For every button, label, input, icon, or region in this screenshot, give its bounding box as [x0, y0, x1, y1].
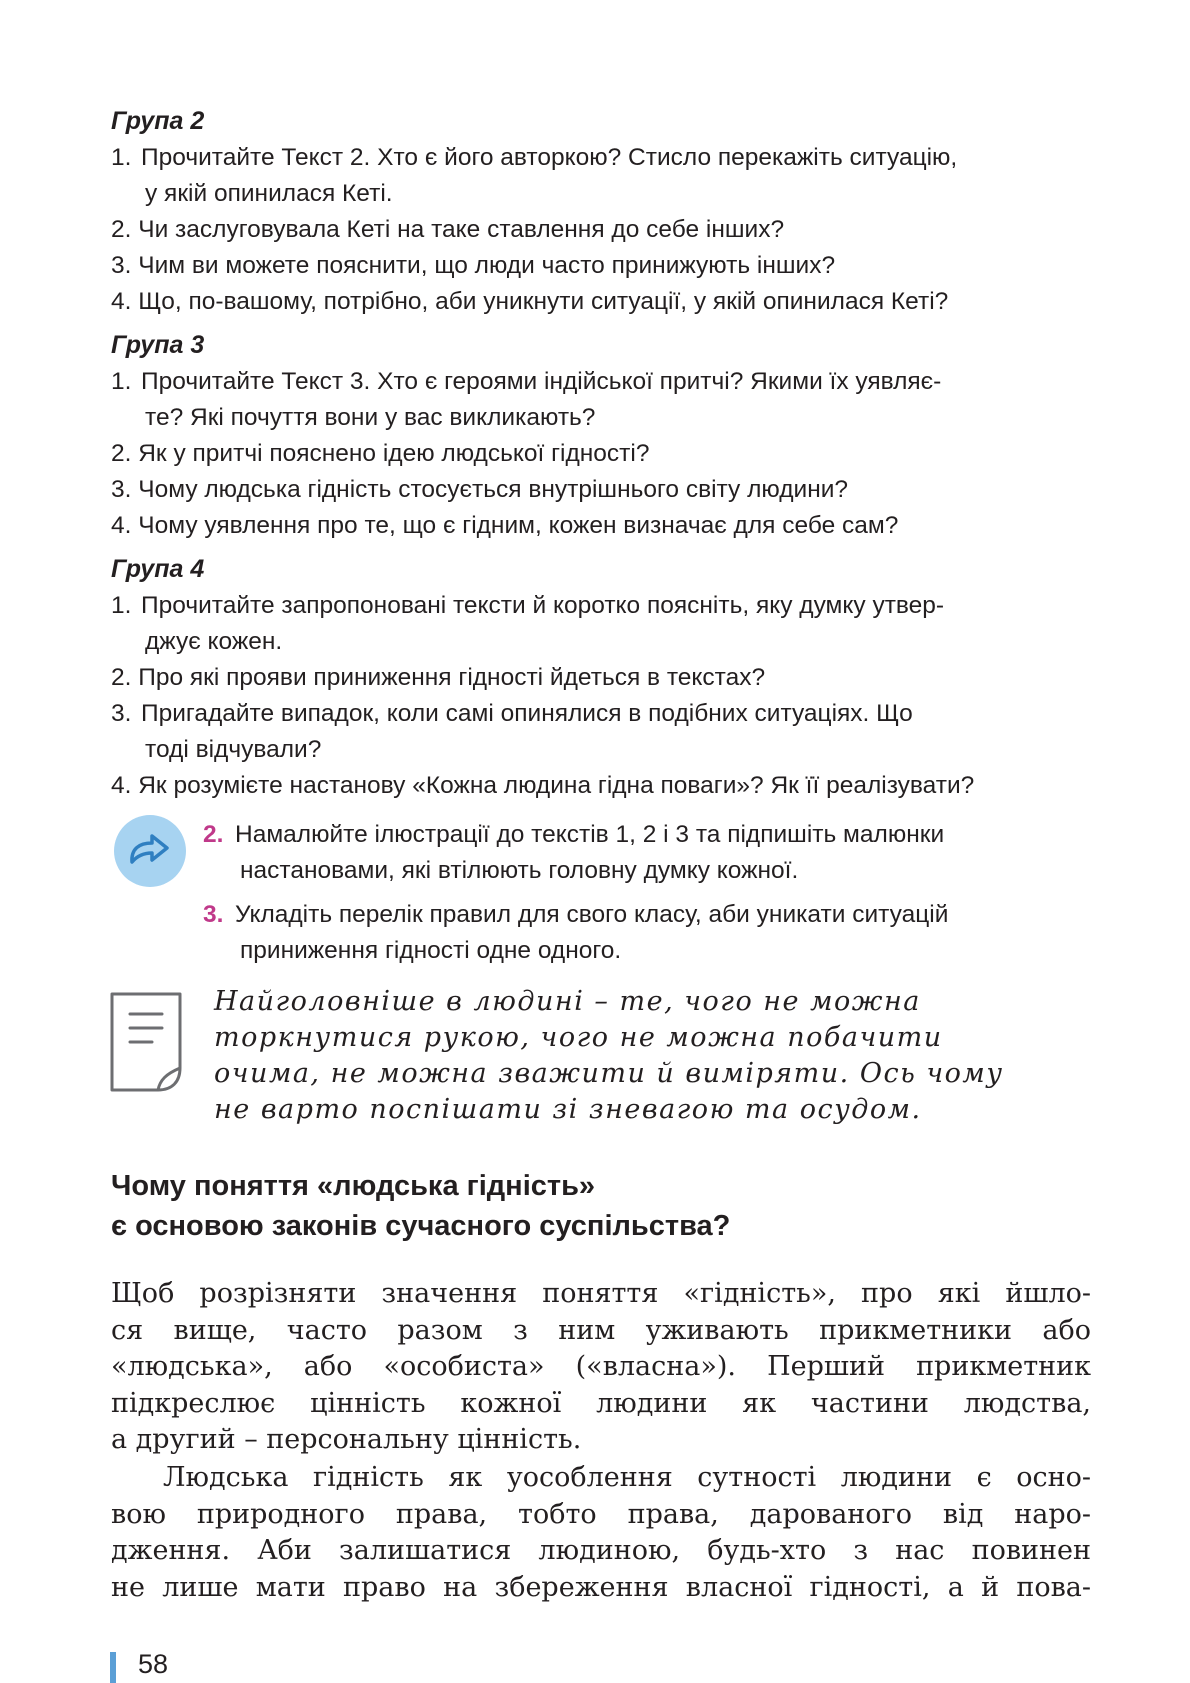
body-paragraph-1 [111, 1276, 1091, 1459]
question-text: Прочитайте Текст 2. Хто є його авторкою? Стисло перекажіть ситуацію, [141, 144, 958, 171]
quote-line-3: очима, не можна зважити й виміряти. Ось чому [214, 1058, 1004, 1089]
task-number: 2. [203, 821, 224, 848]
task-text: Намалюйте ілюстрації до текстів 1, 2 і 3 та підпишіть малюнки [235, 821, 945, 848]
group-4-question-2: 2. Про які прояви приниження гідності йдеться в текстах? [111, 664, 766, 691]
task-text-cont: приниження гідності одне одного. [240, 937, 622, 964]
paragraph-line: Людська гідність як уособлення сутності людини є осно- [163, 1462, 1091, 1493]
quote-line-4: не варто поспішати зі зневагою та осудом. [214, 1094, 922, 1125]
section-heading-line-1: Чому поняття «людська гідність» [111, 1170, 596, 1202]
group-2-title: Група 2 [111, 107, 205, 135]
group-4-question-4: 4. Як розумієте настанову «Кожна людина гідна поваги»? Як її реалізувати? [111, 772, 975, 799]
paragraph-line: «людська», або «особиста» («власна»). Перший прикметник [111, 1351, 1091, 1382]
task-2 [203, 817, 1101, 889]
quote-line-2: торкнутися рукою, чого не можна побачити [214, 1022, 943, 1053]
question-number: 1. [111, 144, 132, 171]
group-3-question-2: 2. Як у притчі пояснено ідею людської гідності? [111, 440, 650, 467]
paragraph-line: вою природного права, тобто права, дарованого від наро- [111, 1498, 1091, 1530]
share-arrow-icon [114, 815, 186, 887]
page-number-bar [110, 1652, 116, 1683]
group-2-question-2: 2. Чи заслуговувала Кеті на таке ставлення до себе інших? [111, 216, 785, 243]
paragraph-line: а другий – персональну цінність. [111, 1424, 582, 1455]
paragraph-line: не лише мати право на збереження власної гідності, а й пова- [111, 1571, 1091, 1603]
question-text-cont: тоді відчували? [145, 736, 322, 763]
group-3-question-3: 3. Чому людська гідність стосується внутрішнього світу людини? [111, 476, 849, 503]
group-2-question-3: 3. Чим ви можете пояснити, що люди часто принижують інших? [111, 252, 836, 279]
group-4-question-1 [111, 588, 1101, 660]
question-text: Пригадайте випадок, коли самі опинялися в подібних ситуаціях. Що [141, 700, 913, 727]
section-heading-line-2: є основою законів сучасного суспільства? [111, 1210, 731, 1242]
group-3-question-4: 4. Чому уявлення про те, що є гідним, кожен визначає для себе сам? [111, 512, 899, 539]
note-page-icon [108, 990, 188, 1094]
paragraph-line: дження. Аби залишатися людиною, будь-хто з нас повинен [111, 1535, 1091, 1566]
task-text-cont: настановами, які втілюють головну думку кожної. [240, 857, 799, 884]
task-text: Укладіть перелік правил для свого класу, аби уникати ситуацій [235, 901, 949, 928]
paragraph-line: Щоб розрізняти значення поняття «гідність», про які йшло- [111, 1278, 1091, 1309]
page-number: 58 [138, 1649, 169, 1679]
group-4-title: Група 4 [111, 555, 205, 583]
question-number: 1. [111, 368, 132, 395]
question-number: 1. [111, 592, 132, 619]
group-3-question-1 [111, 364, 1101, 436]
question-number: 3. [111, 700, 132, 727]
body-paragraph-2 [111, 1460, 1091, 1606]
question-text-cont: у якій опинилася Кеті. [145, 180, 393, 207]
group-2-question-1 [111, 140, 1101, 212]
group-2-question-4: 4. Що, по-вашому, потрібно, аби уникнути ситуації, у якій опинилася Кеті? [111, 288, 949, 315]
quote-line-1: Найголовніше в людині – те, чого не можна [214, 986, 921, 1017]
question-text: Прочитайте Текст 3. Хто є героями індійської притчі? Якими їх уявляє- [141, 368, 942, 395]
question-text: Прочитайте запропоновані тексти й коротко поясніть, яку думку утвер- [141, 592, 945, 619]
paragraph-line: ся вище, часто разом з ним уживають прикметники або [111, 1314, 1091, 1346]
question-text-cont: джує кожен. [145, 628, 283, 655]
task-3 [203, 897, 1101, 969]
group-3-title: Група 3 [111, 331, 205, 359]
question-text-cont: те? Які почуття вони у вас викликають? [145, 404, 596, 431]
task-number: 3. [203, 901, 224, 928]
group-4-question-3 [111, 696, 1101, 768]
paragraph-line: підкреслює цінність кожної людини як частини людства, [111, 1387, 1091, 1419]
